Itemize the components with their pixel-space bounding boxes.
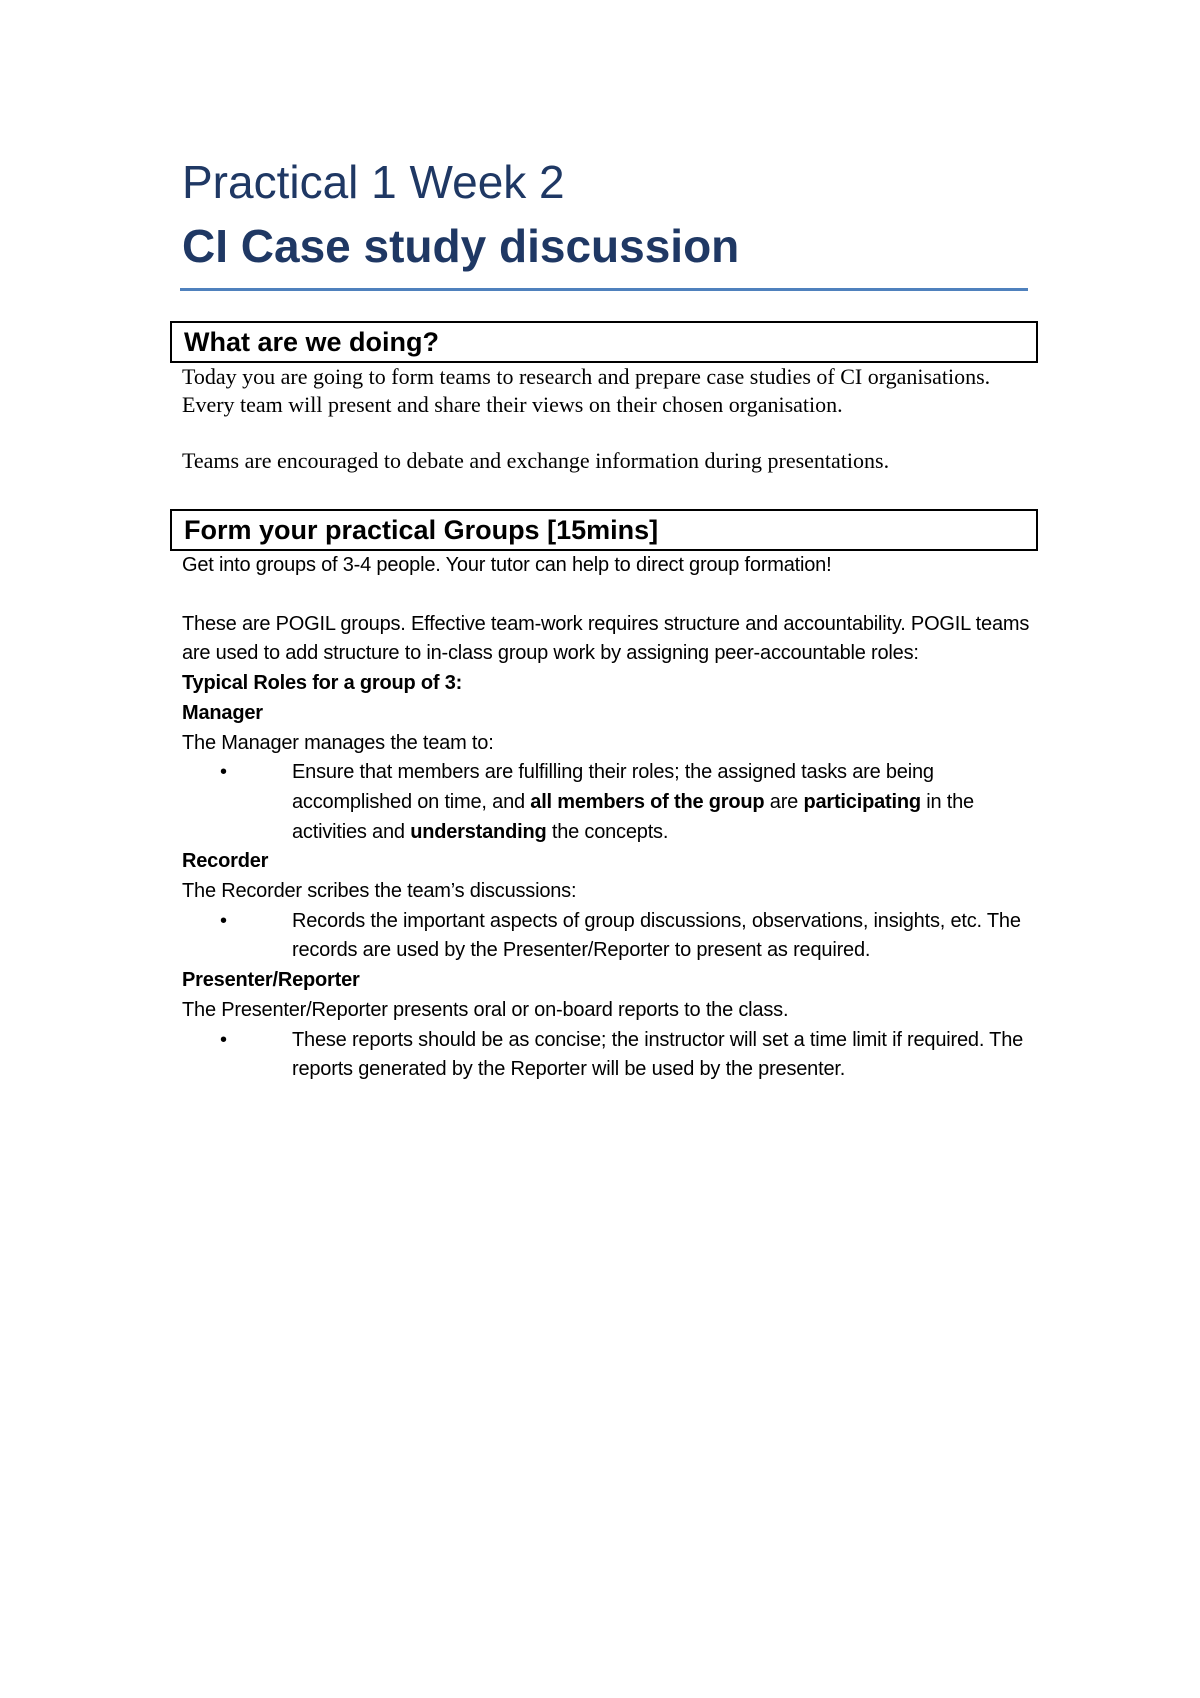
bullet-icon: •: [220, 761, 227, 784]
manager-bullet-part: Ensure that members are fulfilling their roles; the assigned tasks are being accomplished on time, and: [292, 761, 934, 813]
manager-desc: The Manager manages the team to:: [182, 731, 494, 754]
what-paragraph-1: Today you are going to form teams to research and prepare case studies of CI organisations. Every team will present and share their views on their chosen organisation.: [182, 364, 991, 417]
manager-bullet-text: [292, 758, 1038, 847]
recorder-desc: The Recorder scribes the team’s discussions:: [182, 880, 577, 903]
presenter-bullet-text: These reports should be as concise; the instructor will set a time limit if required. The reports generated by the Reporter will be used by the presenter.: [292, 1028, 1024, 1081]
presenter-bullet: [182, 1026, 1038, 1085]
presenter-title: Presenter/Reporter: [182, 969, 360, 992]
manager-bullet: [182, 758, 1038, 847]
manager-bullet-part: in the activities and: [292, 790, 974, 843]
bullet-icon: •: [220, 1028, 227, 1051]
title-line-1: Practical 1 Week 2: [182, 156, 565, 208]
groups-intro: Get into groups of 3-4 people. Your tutor can help to direct group formation!: [182, 554, 832, 576]
recorder-bullet: [182, 907, 1038, 966]
title-divider: [180, 288, 1028, 291]
presenter-desc: The Presenter/Reporter presents oral or on-board reports to the class.: [182, 998, 789, 1021]
recorder-bullet-text: Records the important aspects of group discussions, observations, insights, etc. The records are used by the Presenter/Reporter to present as required.: [292, 909, 1021, 962]
document-page: [182, 150, 1038, 1085]
manager-bullet-part: are: [764, 790, 804, 813]
manager-bullet-part: the concepts.: [546, 820, 669, 843]
spacer: [182, 419, 1038, 447]
roles-heading: Typical Roles for a group of 3:: [182, 672, 463, 695]
recorder-title: Recorder: [182, 850, 269, 873]
manager-bullet-bold: all members of the group: [530, 790, 765, 813]
manager-title: Manager: [182, 701, 263, 724]
spacer: [182, 581, 1038, 610]
title-line-2: CI Case study discussion: [182, 220, 740, 272]
manager-bullet-bold: participating: [803, 790, 921, 813]
bullet-icon: •: [220, 909, 227, 932]
what-paragraph-2: Teams are encouraged to debate and exchange information during presentations.: [182, 448, 890, 473]
pogil-paragraph: These are POGIL groups. Effective team-work requires structure and accountability. POGIL teams are used to add structure to in-class group work by assigning peer-accountable roles:: [182, 612, 1030, 665]
section-heading-what: What are we doing?: [170, 321, 1038, 363]
manager-bullet-bold: understanding: [410, 820, 547, 843]
section-heading-groups: Form your practical Groups [15mins]: [170, 509, 1038, 551]
